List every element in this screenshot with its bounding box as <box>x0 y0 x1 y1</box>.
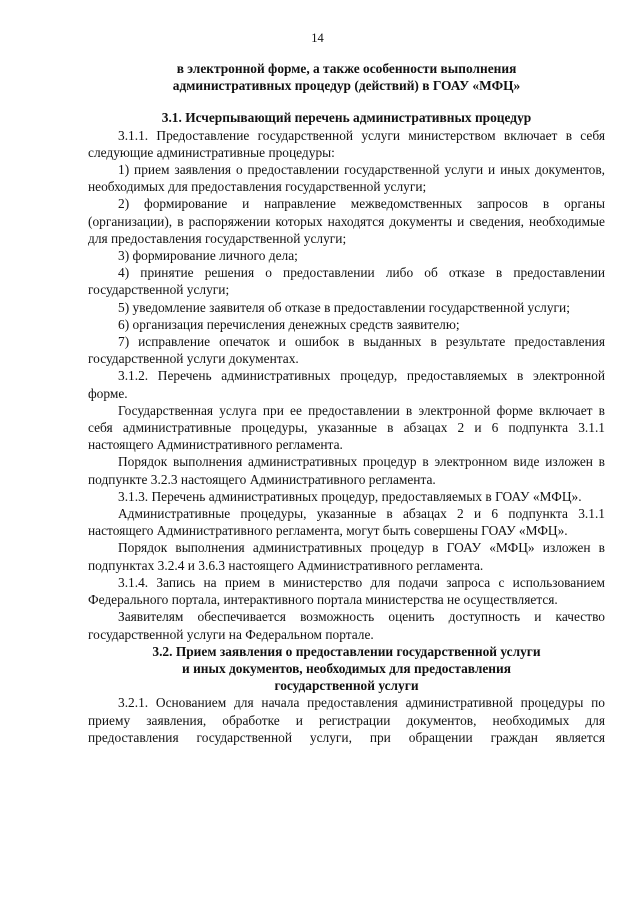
paragraph-3-1-1: 3.1.1. Предоставление государственной услуги министерством включает в себя следующие административные процедуры: <box>88 127 605 160</box>
paragraph-3-1-3-b: Порядок выполнения административных процедур в ГОАУ «МФЦ» изложен в подпунктах 3.2.4 и 3.6.3 настоящего Административного регламента. <box>88 540 605 573</box>
paragraph-3-2-1: 3.2.1. Основанием для начала предоставления административной процедуры по приему заявления, обработке и регистрации документов, необходимых для предоставления государственной услуги, при обращении граждан является <box>88 695 605 745</box>
section-3-2-title-line1: 3.2. Прием заявления о предоставлении государственной услуги <box>152 643 541 659</box>
list-item-3: 3) формирование личного дела; <box>118 248 298 264</box>
list-item-6: 6) организация перечисления денежных средств заявителю; <box>118 316 460 332</box>
page-number: 14 <box>311 31 324 45</box>
page-content <box>88 60 605 746</box>
list-item-1: 1) прием заявления о предоставлении государственной услуги и иных документов, необходимых для предоставления государственной услуги; <box>88 162 605 195</box>
list-item-5: 5) уведомление заявителя об отказе в предоставлении государственной услуги; <box>118 299 570 315</box>
section-3-2-title-line3: государственной услуги <box>274 678 419 694</box>
heading-top-line2: административных процедур (действий) в ГОАУ «МФЦ» <box>172 78 521 94</box>
paragraph-3-1-2: 3.1.2. Перечень административных процедур, предоставляемых в электронной форме. <box>88 368 605 401</box>
list-item-2: 2) формирование и направление межведомственных запросов в органы (организации), в распоряжении которых находятся документы и сведения, необходимые для предоставления государственной услуги; <box>88 196 605 246</box>
paragraph-3-1-4: 3.1.4. Запись на прием в министерство для подачи запроса с использованием Федерального портала, интерактивного портала министерства не осуществляется. <box>88 574 605 608</box>
paragraph-3-1-3: 3.1.3. Перечень административных процедур, предоставляемых в ГОАУ «МФЦ». <box>118 488 582 504</box>
section-3-2-title-line2: и иных документов, необходимых для предоставления <box>182 660 511 676</box>
list-item-4: 4) принятие решения о предоставлении либо об отказе в предоставлении государственной услуги; <box>88 265 605 298</box>
paragraph-3-1-4-a: Заявителям обеспечивается возможность оценить доступность и качество государственной услуги на Федеральном портале. <box>88 609 605 642</box>
list-item-7: 7) исправление опечаток и ошибок в выданных в результате предоставления государственной услуги документах. <box>88 334 605 367</box>
section-3-1-title: 3.1. Исчерпывающий перечень административных процедур <box>161 110 532 126</box>
heading-top-line1: в электронной форме, а также особенности выполнения <box>176 61 517 76</box>
paragraph-3-1-2-b: Порядок выполнения административных процедур в электронном виде изложен в подпункте 3.2.3 настоящего Административного регламента. <box>88 454 605 487</box>
paragraph-3-1-2-a: Государственная услуга при ее предоставлении в электронной форме включает в себя административные процедуры, указанные в абзацах 2 и 6 подпункта 3.1.1 настоящего Административного регламента. <box>88 402 605 453</box>
paragraph-3-1-3-a: Административные процедуры, указанные в абзацах 2 и 6 подпункта 3.1.1 настоящего Административного регламента, могут быть совершены ГОАУ «МФЦ». <box>88 506 605 539</box>
